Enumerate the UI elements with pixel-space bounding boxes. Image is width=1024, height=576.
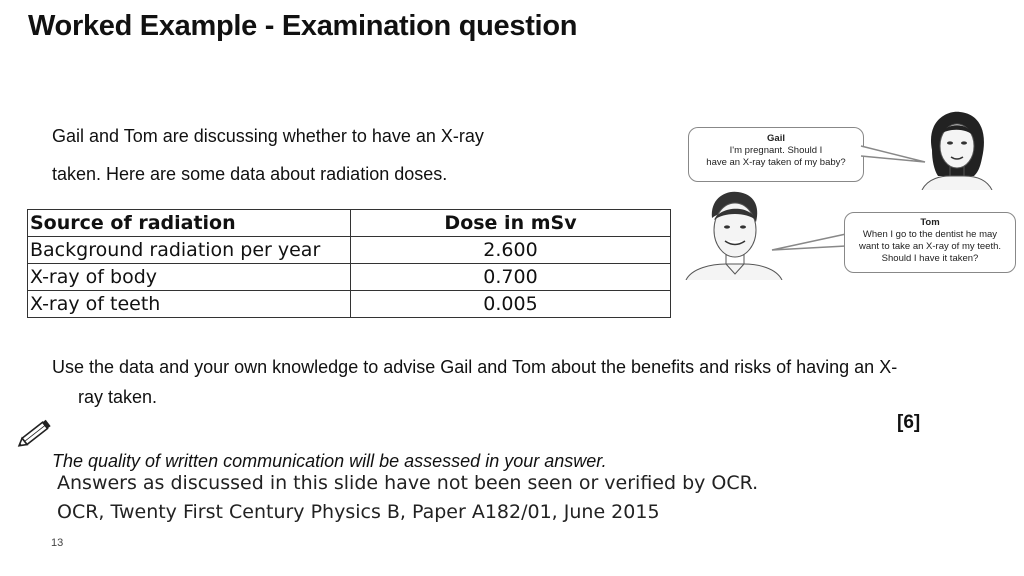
qwc-note: The quality of written communication will be assessed in your answer. bbox=[52, 451, 607, 471]
radiation-dose-table bbox=[27, 209, 671, 318]
header-dose: Dose in mSv bbox=[351, 210, 671, 237]
table-row bbox=[28, 291, 671, 318]
tom-line-1: When I go to the dentist he may bbox=[862, 229, 998, 240]
gail-speech-bubble bbox=[688, 127, 864, 182]
question-line-1: Use the data and your own knowledge to advise Gail and Tom about the benefits and risks of having an X- bbox=[52, 357, 898, 377]
intro-line-1: Gail and Tom are discussing whether to have an X-ray bbox=[52, 126, 484, 146]
tom-line-3: Should I have it taken? bbox=[881, 253, 979, 264]
slide-title: Worked Example - Examination question bbox=[28, 10, 578, 42]
gail-portrait-image bbox=[918, 110, 994, 190]
tom-name: Tom bbox=[920, 217, 940, 228]
tom-speech-bubble bbox=[844, 212, 1016, 273]
marks-label: [6] bbox=[897, 412, 921, 433]
intro-line-2: taken. Here are some data about radiation doses. bbox=[52, 164, 448, 184]
tom-portrait-image bbox=[684, 188, 784, 280]
tom-line-2: want to take an X-ray of my teeth. bbox=[858, 241, 1002, 252]
source-citation: OCR, Twenty First Century Physics B, Paper A182/01, June 2015 bbox=[57, 501, 660, 523]
gail-name: Gail bbox=[767, 133, 785, 144]
table-row bbox=[28, 237, 671, 264]
cell-source: X-ray of body bbox=[28, 264, 351, 291]
cell-source: X-ray of teeth bbox=[28, 291, 351, 318]
tom-bubble-tail bbox=[770, 232, 848, 256]
disclaimer-note: Answers as discussed in this slide have not been seen or verified by OCR. bbox=[57, 472, 759, 494]
gail-line-2: have an X-ray taken of my baby? bbox=[706, 157, 846, 168]
cell-source: Background radiation per year bbox=[28, 237, 351, 264]
cell-dose: 2.600 bbox=[351, 237, 671, 264]
table-row bbox=[28, 264, 671, 291]
pencil-icon bbox=[14, 417, 54, 451]
table-header-row bbox=[28, 210, 671, 237]
exam-question bbox=[52, 352, 982, 412]
header-source: Source of radiation bbox=[28, 210, 351, 237]
gail-line-1: I'm pregnant. Should I bbox=[729, 145, 823, 156]
cell-dose: 0.700 bbox=[351, 264, 671, 291]
cell-dose: 0.005 bbox=[351, 291, 671, 318]
question-line-2: ray taken. bbox=[78, 387, 158, 407]
page-number: 13 bbox=[51, 537, 64, 549]
